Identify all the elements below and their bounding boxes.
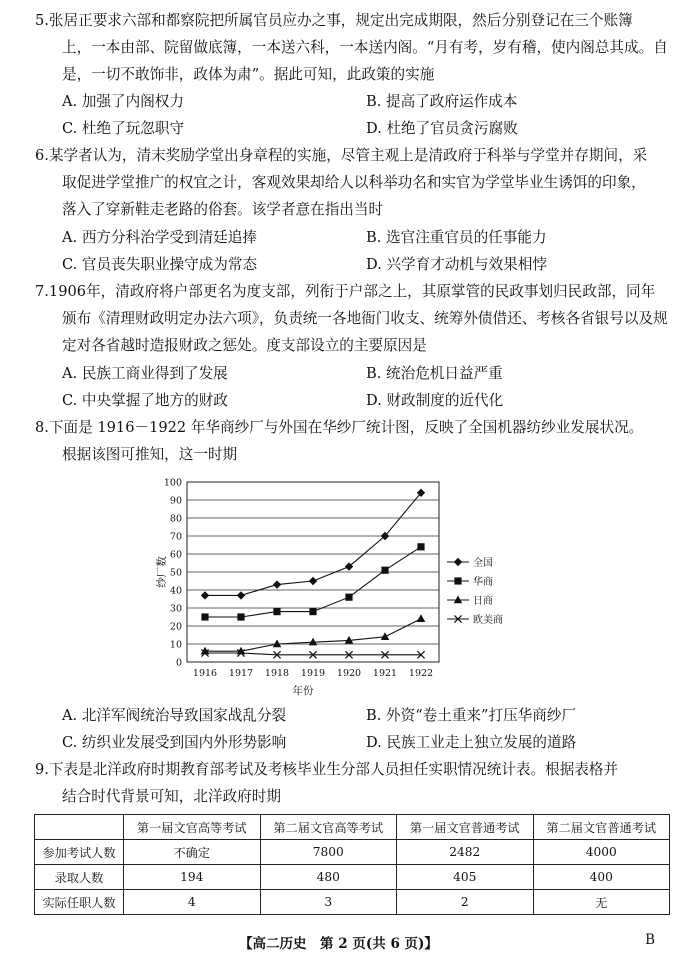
q7-line-1: 7.1906年，清政府将户部更名为度支部，列衔于户部之上，其原掌管的民政事划归民政部，同年 bbox=[35, 283, 656, 300]
series-line-2 bbox=[205, 619, 421, 651]
q6-option-b: B. 选官注重官员的任事能力 bbox=[366, 229, 547, 246]
q8-option-d: D. 民族工业走上独立发展的道路 bbox=[366, 734, 577, 751]
legend-marker-0 bbox=[454, 558, 462, 566]
x-tick-label: 1922 bbox=[408, 668, 434, 679]
legend-marker-2 bbox=[454, 596, 463, 604]
q9-line-1: 9.下表是北洋政府时期教育部考试及考核毕业生分部人员担任实职情况统计表。根据表格并 bbox=[35, 761, 619, 778]
y-tick-label: 50 bbox=[169, 567, 182, 579]
q5-option-b: B. 提高了政府运作成本 bbox=[366, 93, 518, 110]
data-point-1-6 bbox=[417, 543, 424, 550]
table-cell: 4000 bbox=[533, 840, 670, 865]
table-header-cell bbox=[35, 815, 124, 840]
q5-option-c: C. 杜绝了玩忽职守 bbox=[62, 120, 185, 137]
table-cell: 7800 bbox=[260, 840, 397, 865]
table-row bbox=[35, 890, 670, 915]
x-axis-label: 年份 bbox=[292, 685, 314, 697]
table-header-cell: 第一届文官普通考试 bbox=[397, 815, 534, 840]
x-tick-label: 1917 bbox=[228, 668, 254, 679]
y-tick-label: 100 bbox=[163, 477, 182, 489]
q8-line-1: 8.下面是 1916－1922 年华商纱厂与外国在华纱厂统计图，反映了全国机器纺纱业发展状况。 bbox=[35, 419, 644, 436]
q6-line-3: 落入了穿新鞋走老路的俗套。该学者意在指出当时 bbox=[62, 201, 384, 218]
table-header-row bbox=[35, 815, 670, 840]
y-tick-label: 10 bbox=[169, 639, 182, 651]
table-cell: 无 bbox=[533, 890, 670, 915]
y-tick-label: 30 bbox=[169, 603, 182, 615]
q8-option-c: C. 纺织业发展受到国内外形势影响 bbox=[62, 734, 287, 751]
table-cell: 录取人数 bbox=[35, 865, 124, 890]
exam-stats-table bbox=[34, 814, 670, 915]
q7-option-a: A. 民族工商业得到了发展 bbox=[62, 365, 228, 382]
q5-option-d: D. 杜绝了官员贪污腐败 bbox=[366, 120, 518, 137]
q8-line-2: 根据该图可推知，这一时期 bbox=[62, 446, 238, 463]
table-cell: 480 bbox=[260, 865, 397, 890]
q5-line-2: 上，一本由部、院留做底簿，一本送六科，一本送内阁。“月有考，岁有稽，使内阁总其成。自 bbox=[62, 39, 668, 56]
q6-option-a: A. 西方分科治学受到清廷追捧 bbox=[62, 229, 257, 246]
q6-line-2: 取促进学堂推广的权宜之计，客观效果却给人以科举功名和实官为学堂毕业生诱饵的印象， bbox=[62, 174, 646, 191]
table-row bbox=[35, 865, 670, 890]
x-tick-label: 1919 bbox=[300, 668, 326, 679]
y-tick-label: 70 bbox=[169, 531, 182, 543]
table-cell: 400 bbox=[533, 865, 670, 890]
data-point-1-0 bbox=[201, 613, 208, 620]
q7-option-b: B. 统治危机日益严重 bbox=[366, 365, 503, 382]
y-tick-label: 90 bbox=[169, 495, 182, 507]
data-point-2-6 bbox=[417, 614, 426, 622]
y-tick-label: 40 bbox=[169, 585, 182, 597]
q7-option-d: D. 财政制度的近代化 bbox=[366, 392, 504, 409]
legend-label-2: 日商 bbox=[473, 595, 493, 607]
y-tick-label: 80 bbox=[169, 513, 182, 525]
table-cell: 3 bbox=[260, 890, 397, 915]
table-cell: 194 bbox=[124, 865, 261, 890]
table-header-cell: 第一届文官高等考试 bbox=[124, 815, 261, 840]
y-tick-label: 0 bbox=[175, 657, 182, 669]
data-point-0-0 bbox=[201, 591, 209, 599]
data-point-1-1 bbox=[237, 613, 244, 620]
q6-line-1: 6.某学者认为，清末奖励学堂出身章程的实施，尽管主观上是清政府于科举与学堂并存期间，采 bbox=[35, 147, 648, 164]
y-axis-label: 纱厂数 bbox=[156, 556, 168, 588]
paper-version: B bbox=[645, 932, 655, 948]
data-point-1-4 bbox=[345, 594, 352, 601]
table-cell: 2 bbox=[397, 890, 534, 915]
table-cell: 不确定 bbox=[124, 840, 261, 865]
table-cell: 2482 bbox=[397, 840, 534, 865]
x-tick-label: 1916 bbox=[192, 668, 218, 679]
legend-label-3: 欧美商 bbox=[473, 614, 503, 626]
data-point-0-3 bbox=[309, 577, 317, 585]
q8-option-b: B. 外资“卷土重来”打压华商纱厂 bbox=[366, 707, 577, 724]
x-tick-label: 1920 bbox=[336, 668, 362, 679]
data-point-0-2 bbox=[273, 580, 281, 588]
q7-option-c: C. 中央掌握了地方的财政 bbox=[62, 392, 228, 409]
q5-line-1: 5.张居正要求六部和都察院把所属官员应办之事，规定出完成期限，然后分别登记在三个账簿 bbox=[35, 12, 633, 29]
data-point-1-2 bbox=[273, 608, 280, 615]
x-tick-label: 1921 bbox=[372, 668, 398, 679]
data-point-2-5 bbox=[381, 632, 390, 640]
y-tick-label: 20 bbox=[169, 621, 182, 633]
q5-line-3: 是，一切不敢饰非，政体为肃”。据此可知，此政策的实施 bbox=[62, 66, 435, 83]
page-footer: 【高二历史 第 2 页(共 6 页)】 bbox=[239, 936, 438, 952]
data-point-1-5 bbox=[381, 567, 388, 574]
legend-marker-1 bbox=[454, 577, 461, 584]
data-point-1-3 bbox=[309, 608, 316, 615]
q6-option-c: C. 官员丧失职业操守成为常态 bbox=[62, 256, 258, 273]
table-cell: 实际任职人数 bbox=[35, 890, 124, 915]
table-cell: 405 bbox=[397, 865, 534, 890]
y-tick-label: 60 bbox=[169, 549, 182, 561]
table-header-cell: 第二届文官普通考试 bbox=[533, 815, 670, 840]
q8-option-a: A. 北洋军阀统治导致国家战乱分裂 bbox=[62, 707, 287, 724]
data-point-0-1 bbox=[237, 591, 245, 599]
table-cell: 参加考试人数 bbox=[35, 840, 124, 865]
spinning-mills-line-chart bbox=[150, 470, 503, 700]
q7-line-3: 定对各省越时造报财政之惩处。度支部设立的主要原因是 bbox=[62, 337, 427, 354]
q5-option-a: A. 加强了内阁权力 bbox=[62, 93, 184, 110]
x-tick-label: 1918 bbox=[264, 668, 290, 679]
q9-line-2: 结合时代背景可知，北洋政府时期 bbox=[62, 788, 281, 805]
q7-line-2: 颁布《清理财政明定办法六项》，负责统一各地衙门收支、统筹外债借还、考核各省银号以及规 bbox=[62, 310, 668, 327]
legend-label-0: 全国 bbox=[473, 557, 493, 569]
table-row bbox=[35, 840, 670, 865]
q6-option-d: D. 兴学育才动机与效果相悖 bbox=[366, 256, 547, 273]
table-header-cell: 第二届文官高等考试 bbox=[260, 815, 397, 840]
legend-label-1: 华商 bbox=[473, 576, 493, 588]
table-cell: 4 bbox=[124, 890, 261, 915]
